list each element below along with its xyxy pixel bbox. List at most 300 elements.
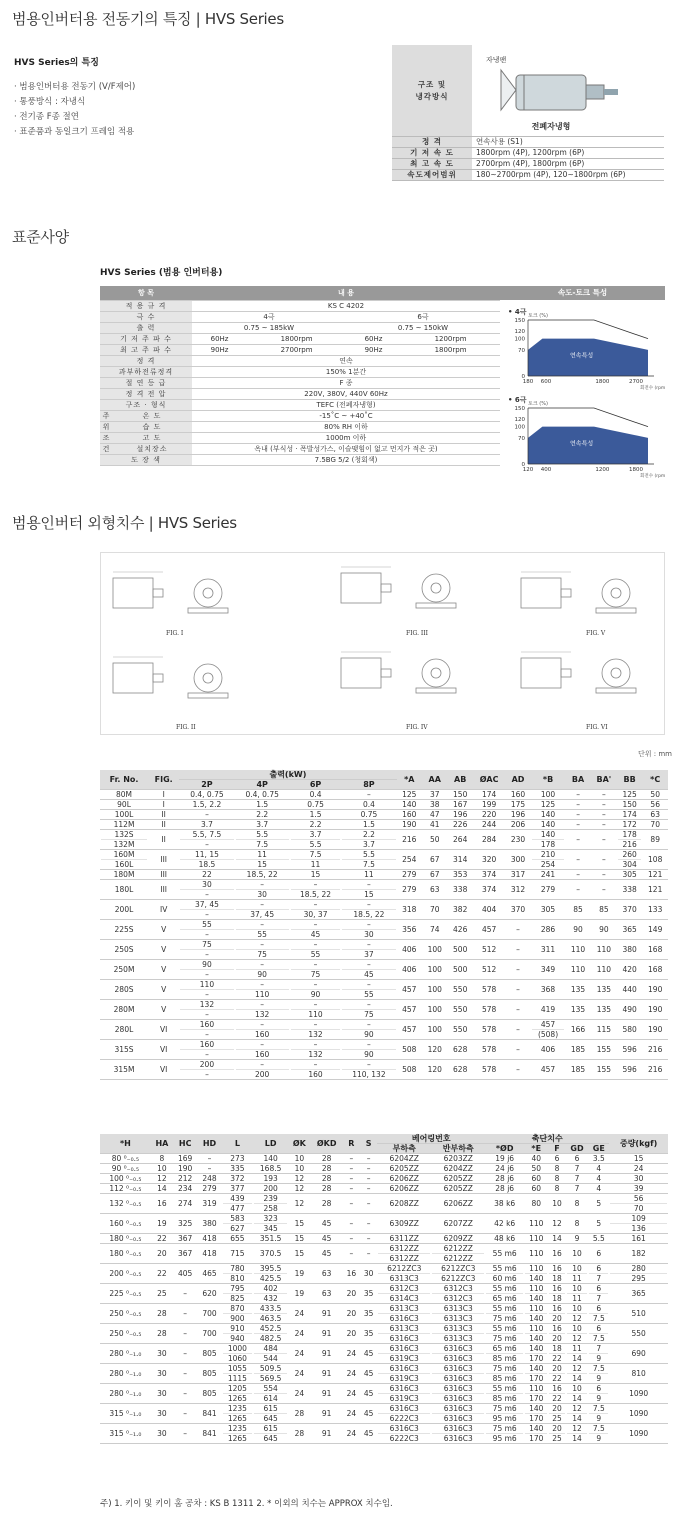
- dim1-head-sub: 2P: [179, 780, 234, 790]
- dim2-cell: 6 7: [588, 1284, 609, 1304]
- dim1-cell: 90 –: [179, 960, 234, 980]
- dim1-cell: V: [148, 1000, 179, 1020]
- dim2-cell: 6: [566, 1154, 589, 1164]
- unit-label: 단위 : mm: [638, 750, 672, 758]
- graph-ylabel: 토크 (%): [528, 401, 548, 407]
- dim2-cell: 365: [609, 1284, 668, 1304]
- dim1-cell: 110: [565, 960, 590, 980]
- dim1-cell: 150: [617, 800, 642, 810]
- dim1-cell: 382: [447, 900, 472, 920]
- spec-cell: 90Hz: [192, 344, 247, 355]
- dim2-cell: –: [173, 1304, 197, 1324]
- dim2-cell: –: [173, 1324, 197, 1344]
- dim2-cell: 805: [197, 1384, 221, 1404]
- dim2-cell: 16 18: [548, 1284, 565, 1304]
- cooling-row: [392, 148, 664, 159]
- dim2-cell: 7 9: [588, 1344, 609, 1364]
- cooling-row-value: 2700rpm (4P), 1800rpm (6P): [472, 159, 664, 170]
- dim2-cell: 180 ⁰₋₀.₅: [100, 1244, 151, 1264]
- dim1-cell: 5.5 7.5: [341, 850, 396, 870]
- spec-row-key: 설치장소: [112, 443, 192, 454]
- feature-item: · 표준품과 동일크기 프레임 적용: [14, 127, 135, 137]
- spec-row-key: 기 저 주 파 수: [100, 333, 192, 344]
- dim2-cell: 55 m6 75 m6: [485, 1324, 524, 1344]
- dim2-cell: 45: [360, 1384, 377, 1404]
- dim1-cell: 166: [565, 1020, 590, 1040]
- dim1-cell: II: [148, 810, 179, 820]
- dim2-cell: 110 140: [524, 1304, 548, 1324]
- dim1-cell: 250S: [100, 940, 148, 960]
- dim1-cell: 11, 15 18.5: [179, 850, 234, 870]
- dim2-cell: 319: [197, 1194, 221, 1214]
- dim1-cell: –: [505, 1060, 530, 1080]
- dim2-cell: 28: [311, 1164, 343, 1174]
- dim1-cell: 216: [642, 1040, 668, 1060]
- dim2-row: [100, 1154, 668, 1164]
- spec-cell: 1800rpm: [401, 344, 500, 355]
- dim2-cell: 351.5: [253, 1234, 288, 1244]
- dim2-cell: 42 k6: [485, 1214, 524, 1234]
- dim2-cell: 7.5 9: [588, 1404, 609, 1424]
- dim2-cell: 1090: [609, 1384, 668, 1404]
- dim2-cell: 8: [151, 1154, 173, 1164]
- dim2-cell: 28: [311, 1174, 343, 1184]
- dim1-cell: 190: [642, 980, 668, 1000]
- dim2-cell: 248: [197, 1174, 221, 1184]
- dim2-cell: 418: [197, 1234, 221, 1244]
- dim1-cell: –: [341, 790, 396, 800]
- features-list: [14, 80, 135, 140]
- dim1-cell: 190: [397, 820, 422, 830]
- dim2-cell: 18 22: [548, 1344, 565, 1364]
- dim1-head: BA: [565, 770, 590, 790]
- dim1-cell: –: [565, 870, 590, 880]
- dim1-cell: 90: [565, 920, 590, 940]
- x-tick: 2700: [629, 379, 643, 385]
- dim1-cell: 628: [447, 1060, 472, 1080]
- dim2-cell: 6212ZC3 6212ZC3: [431, 1264, 485, 1284]
- dim2-cell: 250 ⁰₋₀.₅: [100, 1304, 151, 1324]
- dim1-cell: 1.5: [235, 800, 290, 810]
- dim2-cell: 315 ⁰₋₁.₀: [100, 1424, 151, 1444]
- spec-row-key: 극 수: [100, 311, 192, 322]
- dim1-cell: 112M: [100, 820, 148, 830]
- dim1-row: [100, 1060, 668, 1080]
- dim2-cell: 28: [151, 1324, 173, 1344]
- dim2-cell: 10 11: [566, 1264, 589, 1284]
- fig-drawing: [341, 652, 456, 693]
- dim2-cell: 380: [197, 1214, 221, 1234]
- dim1-cell: –: [565, 830, 590, 850]
- motor-drawing: [476, 45, 656, 133]
- x-tick: 1800: [595, 379, 610, 385]
- dim1-cell: – 45: [290, 920, 342, 940]
- dim1-cell: 216: [642, 1060, 668, 1080]
- dim1-cell: 0.4: [290, 790, 342, 800]
- dim2-cell: 20: [343, 1304, 360, 1324]
- dim2-cell: 16: [548, 1244, 565, 1264]
- dim2-cell: 30: [151, 1404, 173, 1424]
- dim2-cell: 28: [288, 1404, 310, 1424]
- dim2-cell: 700: [197, 1324, 221, 1344]
- dim1-cell: 284: [473, 830, 505, 850]
- feature-item: · 전기종 F종 절연: [14, 112, 79, 122]
- motor-label: 전폐자냉형: [531, 122, 571, 131]
- dim1-cell: 578: [473, 1020, 505, 1040]
- dim2-cell: 583 627: [222, 1214, 253, 1234]
- dim2-cell: –: [173, 1344, 197, 1364]
- dim2-cell: 48 k6: [485, 1234, 524, 1244]
- feature-item: · 범용인버터용 전동기 (V/F제어): [14, 82, 136, 92]
- dim1-cell: 140: [397, 800, 422, 810]
- area-label: 연속특성: [570, 440, 594, 448]
- dim2-cell: 45: [360, 1344, 377, 1364]
- dim1-cell: 280L: [100, 1020, 148, 1040]
- dim2-cell: 6316C3 6316C3: [431, 1404, 485, 1424]
- dim1-cell: 178 216: [617, 830, 642, 850]
- spec-row: [100, 399, 500, 410]
- dim1-cell: 404: [473, 900, 505, 920]
- fig-drawing: [341, 567, 456, 608]
- dim1-cell: – 75: [235, 940, 290, 960]
- dim2-cell: 6209ZZ: [431, 1234, 485, 1244]
- dim2-cell: 6312ZZ 6312ZZ: [377, 1244, 431, 1264]
- dim1-cell: 578: [473, 1000, 505, 1020]
- dim2-cell: 28 j6: [485, 1184, 524, 1194]
- dim1-cell: 74: [422, 920, 447, 940]
- spec-row-key: 고 도: [112, 432, 192, 443]
- dim1-cell: – 30: [341, 920, 396, 940]
- spec-row: [100, 421, 500, 432]
- dim1-cell: 260 304: [617, 850, 642, 870]
- dim2-cell: 7.5 9: [588, 1424, 609, 1444]
- fig-drawing: [113, 657, 228, 698]
- dim1-cell: 440: [617, 980, 642, 1000]
- x-tick: 1200: [595, 467, 610, 473]
- dim1-cell: 67: [422, 850, 447, 870]
- dim1-cell: 132S 132M: [100, 830, 148, 850]
- dim2-cell: 91: [311, 1344, 343, 1364]
- dim1-cell: 5.5, 7.5 –: [179, 830, 234, 850]
- dim1-cell: 305: [531, 900, 566, 920]
- dim1-cell: – 55: [341, 980, 396, 1000]
- dim-table-2: [100, 1134, 668, 1444]
- dim1-cell: 168: [642, 960, 668, 980]
- dim1-cell: 264: [447, 830, 472, 850]
- dim1-cell: 50: [642, 790, 668, 800]
- dim2-cell: 841: [197, 1424, 221, 1444]
- dim2-cell: 110: [524, 1244, 548, 1264]
- dim2-row: [100, 1304, 668, 1324]
- dim2-cell: 140: [253, 1154, 288, 1164]
- spec-row-key: 최 고 주 파 수: [100, 344, 192, 355]
- dim2-cell: 6204ZZ: [431, 1164, 485, 1174]
- fig-drawing: [521, 572, 636, 613]
- dim2-cell: 370.5: [253, 1244, 288, 1264]
- dim2-head: LD: [253, 1134, 288, 1154]
- spec-row-value: 옥내 (부식성 · 폭발성가스, 이슬맺힘이 없고 먼지가 적은 곳): [192, 443, 500, 454]
- dim2-cell: 6 7.5: [588, 1324, 609, 1344]
- dim2-cell: 250 ⁰₋₀.₅: [100, 1324, 151, 1344]
- dim2-cell: –: [343, 1244, 360, 1264]
- spec-row-value: 150% 1분간: [192, 366, 500, 377]
- dim2-cell: 12: [288, 1174, 310, 1184]
- dim1-cell: 317: [505, 870, 530, 880]
- dim1-cell: V: [148, 940, 179, 960]
- dim2-cell: 22: [151, 1264, 173, 1284]
- dim2-cell: 38 k6: [485, 1194, 524, 1214]
- features-title: HVS Series의 특징: [14, 58, 99, 68]
- dim2-row: [100, 1424, 668, 1444]
- dim2-cell: 452.5 482.5: [253, 1324, 288, 1344]
- spec-row: [100, 300, 500, 311]
- graph-label: • 6극: [508, 396, 527, 404]
- area-label: 연속특성: [570, 352, 594, 360]
- dim2-cell: 6212ZC3 6313C3: [377, 1264, 431, 1284]
- dim1-cell: –: [505, 960, 530, 980]
- dim2-cell: 140 170: [524, 1424, 548, 1444]
- dim2-cell: –: [173, 1424, 197, 1444]
- dim2-cell: 16 20: [548, 1324, 565, 1344]
- dim1-cell: 0.4, 0.75: [179, 790, 234, 800]
- dim2-cell: 274: [173, 1194, 197, 1214]
- dim2-cell: –: [343, 1234, 360, 1244]
- dim2-cell: 39: [609, 1184, 668, 1194]
- dim2-cell: 8: [548, 1184, 565, 1194]
- spec-row-value: 220V, 380V, 440V 60Hz: [192, 388, 500, 399]
- max-torque-line: [528, 320, 648, 339]
- x-tick: 180: [522, 379, 534, 385]
- dim1-cell: VI: [148, 1040, 179, 1060]
- dim2-cell: 4: [588, 1164, 609, 1174]
- dim2-cell: –: [360, 1194, 377, 1214]
- dim1-cell: 172: [617, 820, 642, 830]
- dim2-cell: 75 m6 85 m6: [485, 1364, 524, 1384]
- dim1-cell: 500: [447, 960, 472, 980]
- dim1-cell: –: [565, 790, 590, 800]
- dim1-cell: 628: [447, 1040, 472, 1060]
- dim2-cell: 45: [360, 1364, 377, 1384]
- dim1-head: BA': [591, 770, 617, 790]
- dim2-cell: –: [343, 1154, 360, 1164]
- dim2-cell: –: [343, 1214, 360, 1234]
- dim2-cell: 110 140: [524, 1284, 548, 1304]
- dim1-cell: 2.2 3.7: [341, 830, 396, 850]
- dim1-cell: 250M: [100, 960, 148, 980]
- dim2-row: [100, 1164, 668, 1174]
- spec-row-value: -15˚C ~ +40˚C: [192, 410, 500, 421]
- dim1-cell: 63: [422, 880, 447, 900]
- dim2-head: HC: [173, 1134, 197, 1154]
- dim2-cell: 6316C3 6316C3: [431, 1364, 485, 1384]
- spec-row-key: 적 용 규 격: [100, 300, 192, 311]
- dim2-cell: 55 m6 85 m6: [485, 1384, 524, 1404]
- fig-label: FIG. II: [176, 724, 196, 731]
- dim2-cell: 6212ZZ 6212ZZ: [431, 1244, 485, 1264]
- spec-row: [100, 344, 500, 355]
- dim2-cell: 24: [343, 1364, 360, 1384]
- dim1-cell: 18.5, 22: [235, 870, 290, 880]
- dim1-cell: 180L: [100, 880, 148, 900]
- spec-table-title: HVS Series (범용 인버터용): [100, 268, 223, 278]
- dim1-cell: 419: [531, 1000, 566, 1020]
- fig-drawing: [521, 652, 636, 693]
- dim1-cell: 406: [397, 960, 422, 980]
- dim1-cell: 132 –: [179, 1000, 234, 1020]
- dim1-header: [100, 770, 668, 780]
- dim1-cell: –: [565, 800, 590, 810]
- dim2-cell: 112 ⁰₋₀.₅: [100, 1184, 151, 1194]
- outline-drawings: [100, 552, 665, 735]
- dim2-cell: 16: [343, 1264, 360, 1284]
- feature-item: · 통풍방식 : 자냉식: [14, 97, 86, 107]
- y-tick: 70: [518, 347, 525, 354]
- dim2-cell: 6313C3 6316C3: [377, 1304, 431, 1324]
- dim2-cell: 15: [288, 1244, 310, 1264]
- dim2-cell: 24: [288, 1344, 310, 1364]
- dim2-cell: 8: [548, 1174, 565, 1184]
- dim1-cell: 0.75: [341, 810, 396, 820]
- dim1-cell: – 90: [290, 980, 342, 1000]
- dim2-cell: 315 ⁰₋₁.₀: [100, 1404, 151, 1424]
- dim1-cell: 155: [591, 1060, 617, 1080]
- dim1-cell: 2.2: [290, 820, 342, 830]
- dim2-cell: 110: [524, 1234, 548, 1244]
- cooling-row-key: 기 저 속 도: [392, 148, 472, 159]
- fig-label: FIG. VI: [586, 724, 608, 731]
- dim1-cell: 125: [617, 790, 642, 800]
- dim1-row: [100, 810, 668, 820]
- dim2-cell: 6207ZZ: [431, 1214, 485, 1234]
- dim2-cell: 16 20: [548, 1304, 565, 1324]
- x-tick: 600: [540, 379, 552, 385]
- y-tick: 120: [514, 329, 525, 336]
- dim2-cell: –: [197, 1154, 221, 1164]
- dim2-cell: 45: [311, 1244, 343, 1264]
- dim1-cell: 406: [397, 940, 422, 960]
- dim2-cell: 6313C3 6313C3: [431, 1304, 485, 1324]
- dim1-cell: 374: [473, 880, 505, 900]
- dim1-cell: 75 –: [179, 940, 234, 960]
- dim2-cell: –: [360, 1184, 377, 1194]
- dim2-cell: 24 j6: [485, 1164, 524, 1174]
- dim2-cell: 75 m6 95 m6: [485, 1424, 524, 1444]
- dim1-cell: 406: [531, 1040, 566, 1060]
- spec-cond-label: 주: [100, 410, 112, 421]
- dim1-cell: 356: [397, 920, 422, 940]
- dim1-cell: – 110, 132: [341, 1060, 396, 1080]
- y-tick: 150: [514, 406, 525, 412]
- dim1-cell: 185: [565, 1040, 590, 1060]
- dim1-cell: 315M: [100, 1060, 148, 1080]
- y-tick: 70: [518, 435, 525, 442]
- dim1-cell: 120: [422, 1040, 447, 1060]
- dim2-cell: 20: [343, 1324, 360, 1344]
- dim2-cell: 6205ZZ: [431, 1174, 485, 1184]
- section-title-dim: 범용인버터 외형치수 | HVS Series: [12, 514, 237, 532]
- dim1-cell: 185: [565, 1060, 590, 1080]
- dim1-cell: 216: [397, 830, 422, 850]
- dim2-cell: 841: [197, 1404, 221, 1424]
- graph-ylabel: 토크 (%): [528, 313, 548, 319]
- dim1-cell: 457: [473, 920, 505, 940]
- dim1-cell: 110: [591, 940, 617, 960]
- dim1-cell: – 90: [341, 1020, 396, 1040]
- dim1-cell: 300: [505, 850, 530, 870]
- dim1-cell: 315S: [100, 1040, 148, 1060]
- footnote: 주) 1. 키이 및 키이 홈 공차 : KS B 1311 2. * 이외의 치수는 APPROX 치수임.: [100, 1499, 393, 1509]
- dim2-head: ØK: [288, 1134, 310, 1154]
- spec-row-value: 연속: [192, 355, 500, 366]
- dim2-cell: 234: [173, 1184, 197, 1194]
- dim2-cell: 24: [288, 1324, 310, 1344]
- dim1-cell: 37, 45 –: [179, 900, 234, 920]
- dim2-head-sub: GE: [588, 1144, 609, 1154]
- dim1-cell: –: [505, 940, 530, 960]
- dim1-row: [100, 960, 668, 980]
- dim2-cell: 12: [548, 1214, 565, 1234]
- dim2-cell: 6206ZZ: [431, 1194, 485, 1214]
- spec-head-content: 내 용: [192, 286, 500, 300]
- dim2-cell: 19: [151, 1214, 173, 1234]
- dim2-cell: 19 j6: [485, 1154, 524, 1164]
- spec-row: [100, 432, 500, 443]
- dim1-cell: III: [148, 880, 179, 900]
- dim1-cell: 11: [341, 870, 396, 880]
- dim1-cell: 63: [642, 810, 668, 820]
- dim2-cell: 6313C3 6316C3: [377, 1324, 431, 1344]
- spec-row-value: 7.5BG 5/2 (청회색): [192, 454, 500, 465]
- dim1-cell: 174: [473, 790, 505, 800]
- dim2-cell: 465: [197, 1264, 221, 1284]
- dim2-head-sub: 반부하측: [431, 1144, 485, 1154]
- dim1-cell: II: [148, 830, 179, 850]
- dim1-cell: 578: [473, 1040, 505, 1060]
- speed-torque-charts: [500, 300, 665, 486]
- dim2-cell: 100 ⁰₋₀.₅: [100, 1174, 151, 1184]
- cooling-row: [392, 170, 664, 181]
- dim1-cell: 1.5: [290, 810, 342, 820]
- dim1-cell: – 132: [235, 1000, 290, 1020]
- dim2-cell: –: [173, 1384, 197, 1404]
- dim2-cell: 550: [609, 1324, 668, 1344]
- dim2-cell: 193: [253, 1174, 288, 1184]
- dim1-cell: 338: [447, 880, 472, 900]
- dim2-cell: 55 m6 75 m6: [485, 1304, 524, 1324]
- dim2-head-sub: F: [548, 1144, 565, 1154]
- fig-drawing: [113, 572, 228, 613]
- cooling-row-value: 1800rpm (4P), 1200rpm (6P): [472, 148, 664, 159]
- dim2-cell: 1235 1265: [222, 1404, 253, 1424]
- x-tick: 1800: [629, 467, 643, 473]
- spec-cell: 1200rpm: [401, 333, 500, 344]
- dim1-cell: –: [591, 830, 617, 850]
- dim2-cell: 28: [311, 1184, 343, 1194]
- spec-4pole: 4극: [192, 311, 346, 322]
- dim2-head-sub: 부하측: [377, 1144, 431, 1154]
- dim2-cell: –: [343, 1184, 360, 1194]
- dim2-cell: 6206ZZ: [377, 1174, 431, 1184]
- dim2-cell: 6 7.5: [588, 1304, 609, 1324]
- dim1-cell: 56: [642, 800, 668, 810]
- cooling-row-value: 연속사용 (S1): [472, 137, 664, 148]
- dim1-cell: – 132: [290, 1040, 342, 1060]
- dim2-cell: 6316C3 6319C3: [377, 1344, 431, 1364]
- max-torque-line: [528, 408, 648, 427]
- dim2-header: [100, 1134, 668, 1144]
- dim1-cell: 160 –: [179, 1040, 234, 1060]
- dim1-cell: 3.7: [179, 820, 234, 830]
